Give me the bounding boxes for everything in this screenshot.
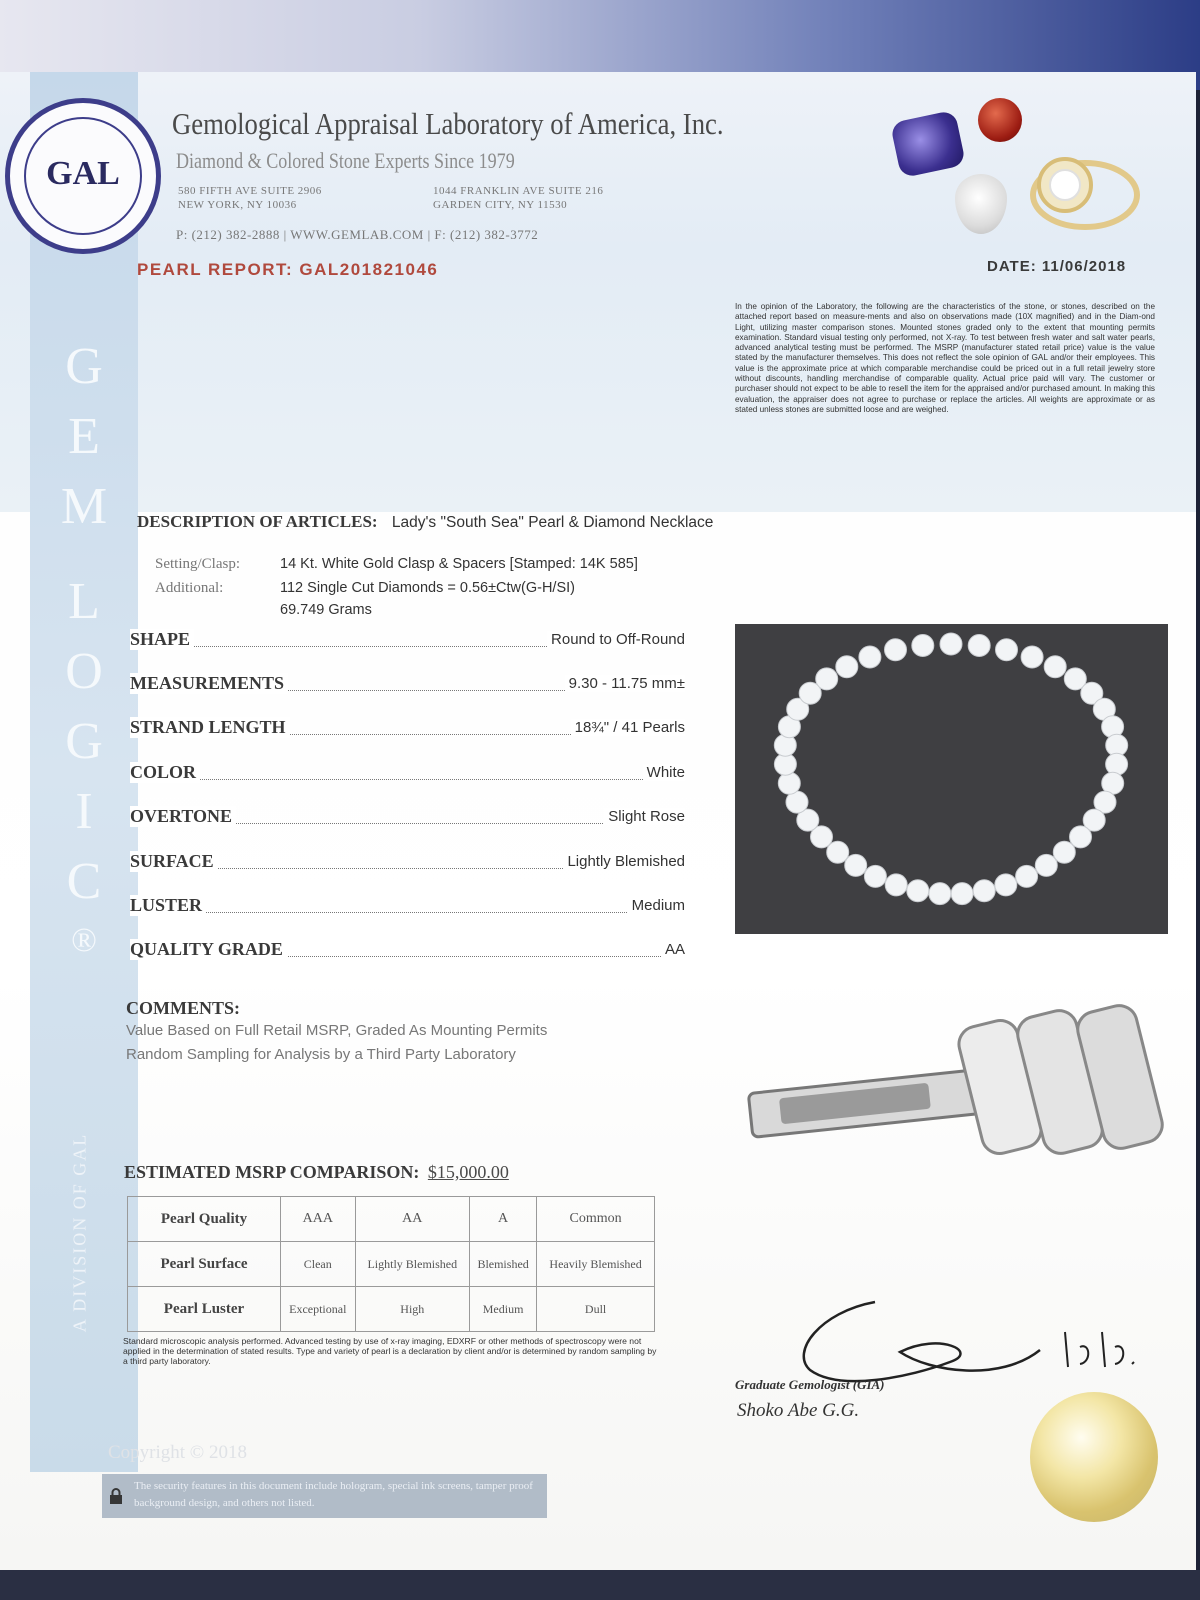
- table-cell: AA: [355, 1197, 470, 1242]
- address-newyork: [178, 184, 322, 212]
- table-cell: High: [355, 1287, 470, 1332]
- row-header: Pearl Quality: [128, 1197, 281, 1242]
- contact-line: P: (212) 382-2888 | WWW.GEMLAB.COM | F: (212) 382-3772: [176, 227, 539, 242]
- sidebar-letter: G: [65, 713, 103, 770]
- property-row-strand-length: [130, 714, 685, 738]
- bottom-background: [0, 1570, 1200, 1600]
- table-cell: Blemished: [470, 1242, 537, 1287]
- diamond-ring-icon: [1025, 140, 1145, 240]
- property-row-measurements: [130, 670, 685, 694]
- pearl: [885, 639, 907, 661]
- pearl: [1106, 753, 1128, 775]
- security-text: The security features in this document include hologram, special ink screens, tamper proof background design, and others not listed.: [134, 1480, 533, 1509]
- description-articles: [137, 512, 713, 532]
- lab-disclaimer: In the opinion of the Laboratory, the following are the characteristics of the stone, or stones, described on the attached report based on measure-ments and also on observations made (10X magnified) and in the Diam-ond Light, utilizing master comparison stones. Mounted stones graded only to the extent that mounting permits examination. Standard visual testing only performed, not X-ray. To test between fresh water and salt water pearls, advanced analytical testing must be performed. The MSRP (manufacturer stated retail price) value is the value stated by the manufacturer themselves. This does not reflect the sole opinion of GAL and/or their employees. This value is the approximate price at which comparable merchandise could be priced out in a full retail jewelry store without discounts, handling merchandise of comparable quality. Actual price paid will vary. The customer or purchaser should not expect to be able to resell the item for the appraised and/or purchased amount. In making this evaluation, the appraiser does not agree to purchase or replace the articles. All weights are approximate or as stated unless stones are submitted loose and are weighed.: [735, 302, 1155, 414]
- property-row-luster: [130, 892, 685, 916]
- security-notice: [102, 1474, 547, 1518]
- table-cell: Heavily Blemished: [537, 1242, 655, 1287]
- property-row-color: [130, 759, 685, 783]
- pearl: [940, 633, 962, 655]
- table-cell: Common: [537, 1197, 655, 1242]
- testing-smallprint: Standard microscopic analysis performed. Advanced testing by use of x-ray imaging, EDXRF or other methods of spectroscopy were not applied in the determination of stated results. Type and variety of pearl is a declaration by client and/or is determined by random sampling by a third party laboratory.: [123, 1336, 657, 1366]
- msrp-label: ESTIMATED MSRP COMPARISON:: [124, 1162, 420, 1182]
- property-value: AA: [661, 941, 685, 958]
- pearl: [836, 656, 858, 678]
- gemologist-name: Shoko Abe G.G.: [737, 1400, 860, 1421]
- comment-line: Value Based on Full Retail MSRP, Graded As Mounting Permits: [126, 1022, 548, 1039]
- property-value: Slight Rose: [604, 808, 685, 825]
- leader-dots: [130, 912, 685, 913]
- property-label: SURFACE: [130, 851, 218, 872]
- pearl: [859, 646, 881, 668]
- copyright-text: Copyright © 2018: [108, 1442, 247, 1463]
- sidebar-letter: G: [65, 338, 103, 395]
- property-value: Medium: [628, 897, 685, 914]
- property-label: SHAPE: [130, 629, 194, 650]
- property-label: LUSTER: [130, 895, 206, 916]
- table-cell: AAA: [281, 1197, 356, 1242]
- pearl-necklace-photo: [735, 624, 1168, 934]
- sidebar-letter: E: [68, 408, 100, 465]
- sidebar-letter: C: [66, 853, 102, 910]
- table-cell: Medium: [470, 1287, 537, 1332]
- company-name: Gemological Appraisal Laboratory of America, Inc.: [172, 106, 724, 141]
- pearl: [995, 874, 1017, 896]
- ruby-gem-icon: [978, 98, 1022, 142]
- table-row: [128, 1242, 655, 1287]
- gal-seal: [5, 98, 161, 254]
- address-line: GARDEN CITY, NY 11530: [433, 199, 568, 211]
- table-cell: A: [470, 1197, 537, 1242]
- comments-label: COMMENTS:: [126, 998, 240, 1018]
- property-value: White: [643, 764, 685, 781]
- additional-value: 112 Single Cut Diamonds = 0.56±Ctw(G-H/SI): [280, 580, 575, 596]
- sidebar-letter: I: [75, 783, 93, 840]
- row-header: Pearl Surface: [128, 1242, 281, 1287]
- sidebar-letter: ®: [71, 922, 97, 959]
- property-label: MEASUREMENTS: [130, 673, 288, 694]
- report-number: [137, 260, 438, 280]
- table-row: [128, 1197, 655, 1242]
- pearl: [1035, 854, 1057, 876]
- lock-icon: [108, 1488, 124, 1504]
- property-row-shape: [130, 626, 685, 650]
- address-line: 1044 FRANKLIN AVE SUITE 216: [433, 185, 604, 197]
- company-tagline: Diamond & Colored Stone Experts Since 1979: [176, 148, 515, 173]
- msrp-comparison: [124, 1162, 509, 1183]
- property-value: 18¾" / 41 Pearls: [571, 719, 685, 736]
- sidebar-letter: O: [65, 643, 103, 700]
- row-header: Pearl Luster: [128, 1287, 281, 1332]
- weight-value: 69.749 Grams: [280, 602, 372, 618]
- leader-dots: [130, 779, 685, 780]
- necklace-image: [735, 624, 1168, 934]
- pearl: [1016, 865, 1038, 887]
- property-value: Round to Off-Round: [547, 631, 685, 648]
- property-label: STRAND LENGTH: [130, 717, 290, 738]
- report-label: PEARL REPORT:: [137, 260, 294, 279]
- table-cell: Clean: [281, 1242, 356, 1287]
- hologram-sticker: [1030, 1392, 1158, 1522]
- table-cell: Dull: [537, 1287, 655, 1332]
- pearl: [778, 772, 800, 794]
- sidebar-letter: M: [60, 478, 108, 535]
- report-id: GAL201821046: [299, 260, 439, 279]
- msrp-amount: $15,000.00: [427, 1162, 509, 1182]
- pearl: [968, 635, 990, 657]
- pearl-quality-table: [127, 1196, 655, 1332]
- pearl: [864, 865, 886, 887]
- gemlogic-sidebar: [30, 72, 138, 1472]
- property-row-overtone: [130, 803, 685, 827]
- address-gardencity: [433, 184, 603, 212]
- property-value: Lightly Blemished: [563, 853, 685, 870]
- pearl: [1053, 841, 1075, 863]
- setting-label: Setting/Clasp:: [155, 556, 241, 572]
- sidebar-letter: L: [68, 573, 100, 630]
- pearl: [1021, 646, 1043, 668]
- gemologist-title: Graduate Gemologist (GIA): [735, 1377, 885, 1392]
- property-label: COLOR: [130, 762, 200, 783]
- description-label: DESCRIPTION OF ARTICLES:: [137, 512, 378, 531]
- additional-label: Additional:: [155, 580, 224, 596]
- address-line: 580 FIFTH AVE SUITE 2906: [178, 185, 322, 197]
- date-label: DATE:: [987, 258, 1037, 275]
- pearl: [929, 883, 951, 905]
- report-date: [987, 258, 1126, 275]
- setting-value: 14 Kt. White Gold Clasp & Spacers [Stamped: 14K 585]: [280, 556, 638, 572]
- comment-line: Random Sampling for Analysis by a Third Party Laboratory: [126, 1046, 516, 1063]
- pearl: [816, 668, 838, 690]
- description-value: Lady's "South Sea" Pearl & Diamond Necklace: [391, 514, 714, 531]
- property-value: 9.30 - 11.75 mm±: [565, 675, 685, 692]
- table-row: [128, 1287, 655, 1332]
- property-label: QUALITY GRADE: [130, 939, 287, 960]
- table-cell: Exceptional: [281, 1287, 356, 1332]
- pearl: [951, 883, 973, 905]
- pearl: [912, 635, 934, 657]
- pearl: [973, 880, 995, 902]
- table-cell: Lightly Blemished: [355, 1242, 470, 1287]
- report-sheet: [0, 72, 1196, 1572]
- property-label: OVERTONE: [130, 806, 236, 827]
- pearl: [907, 880, 929, 902]
- pearl: [1044, 656, 1066, 678]
- date-value: 11/06/2018: [1041, 258, 1127, 275]
- division-label: A DIVISION OF GAL: [69, 1132, 90, 1333]
- property-row-surface: [130, 848, 685, 872]
- clasp-photo: [740, 982, 1180, 1192]
- pearl: [996, 639, 1018, 661]
- pearl: [845, 854, 867, 876]
- property-row-quality-grade: [130, 936, 685, 960]
- address-line: NEW YORK, NY 10036: [178, 199, 297, 211]
- seal-text: GAL: [46, 155, 120, 192]
- pearl: [885, 874, 907, 896]
